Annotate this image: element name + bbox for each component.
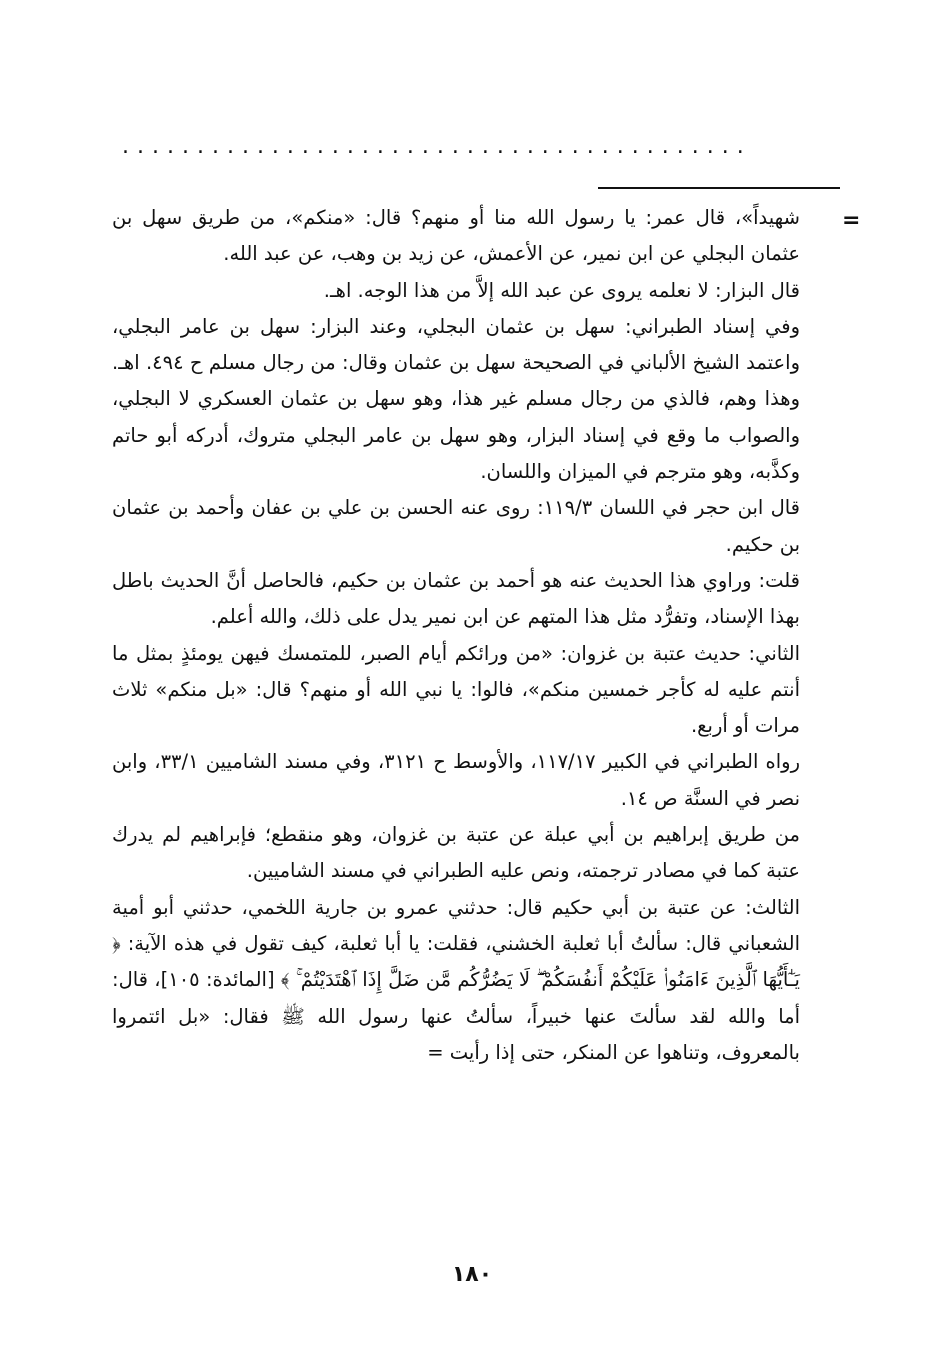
paragraph-7: رواه الطبراني في الكبير ١١٧/١٧، والأوسط ح ٣١٢١، وفي مسند الشاميين ٣٣/١، وابن نصر في السنَّة ص ١٤. <box>112 750 800 810</box>
paragraph-3: وفي إسناد الطبراني: سهل بن عثمان البجلي، وعند البزار: سهل بن عامر البجلي، واعتمد الشيخ الألباني في الصحيحة سهل بن عثمان وقال: من رجال مسلم ح ٤٩٤. اهـ. وهذا وهم، فالذي من رجال مسلم غير هذا، وهو سهل بن عثمان العسكري لا البجلي، والصواب ما وقع في إسناد البزار، وهو سهل بن عامر البجلي متروك، أدركه أبو حاتم وكذَّبه، وهو مترجم في الميزان واللسان. <box>112 314 800 484</box>
paragraph-9: الثالث: عن عتبة بن أبي حكيم قال: حدثني عمرو بن جارية اللخمي، حدثني أبو أمية الشعباني قال: سألتُ أبا ثعلبة الخشني، فقلت: يا أبا ثعلبة، كيف تقول في هذه الآية: ﴿ يَـٰٓأَيُّهَا ٱلَّذِينَ ءَامَنُوا۟ عَلَيْكُمْ أَنفُسَكُمْ ۖ لَا يَضُرُّكُم مَّن ضَلَّ إِذَا ٱهْتَدَيْتُمْ ۚ ﴾ [المائدة: ١٠٥]، قال: أما والله لقد سألتَ عنها خبيراً، سألتُ عنها رسول الله ﷺ فقال: «بل ائتمروا بالمعروف، وتناهوا عن المنكر، حتى إذا رأيت = <box>112 895 800 1064</box>
continuation-mark: = <box>842 208 861 233</box>
page-number: ١٨٠ <box>451 1262 493 1287</box>
footnote-text-block <box>112 200 800 1071</box>
footnote-rule <box>598 187 840 189</box>
paragraph-5: قلت: وراوي هذا الحديث عنه هو أحمد بن عثمان بن حكيم، فالحاصل أنَّ الحديث باطل بهذا الإسناد، وتفرُّد مثل هذا المتهم عن ابن نمير يدل على ذلك، والله أعلم. <box>112 568 800 629</box>
paragraph-2: قال البزار: لا نعلمه يروى عن عبد الله إلاَّ من هذا الوجه. اهـ. <box>323 278 800 302</box>
paragraph-6: الثاني: حديث عتبة بن غزوان: «من ورائكم أيام الصبر، للمتمسك فيهن يومئذٍ بمثل ما أنتم عليه له كأجر خمسين منكم»، فالوا: يا نبي الله أو منهم؟ قال: «بل منكم» ثلاث مرات أو أربع. <box>112 641 800 738</box>
section-separator-dots: .......................................... <box>122 134 752 159</box>
paragraph-4: قال ابن حجر في اللسان ١١٩/٣: روى عنه الحسن بن علي بن عفان وأحمد بن عثمان بن حكيم. <box>112 496 801 556</box>
paragraph-1: شهيداً»، قال عمر: يا رسول الله منا أو منهم؟ قال: «منكم»، من طريق سهل بن عثمان البجلي عن ابن نمير، عن الأعمش، عن زيد بن وهب، عن عبد الله. <box>112 206 800 266</box>
paragraph-8: من طريق إبراهيم بن أبي عبلة عن عتبة بن غزوان، وهو منقطع؛ فإبراهيم لم يدرك عتبة كما في مصادر ترجمته، ونص عليه الطبراني في مسند الشاميين. <box>112 823 800 883</box>
